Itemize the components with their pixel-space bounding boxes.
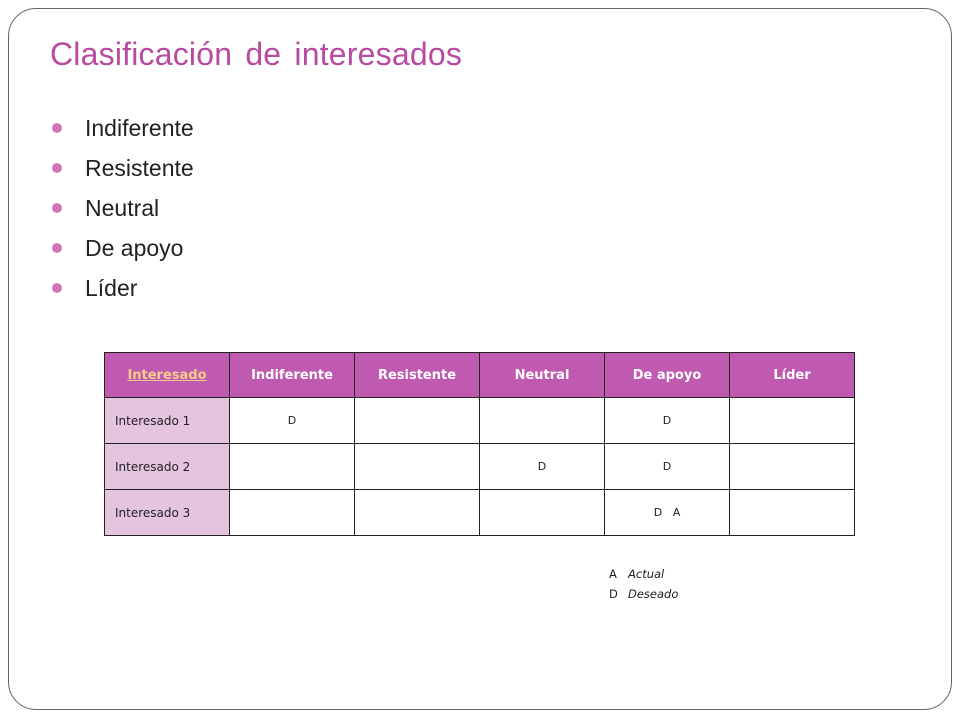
table-cell: D (480, 444, 605, 490)
bullet-dot-icon (52, 123, 62, 133)
table-row (105, 490, 855, 536)
bullet-text: Neutral (85, 195, 160, 221)
row-label: Interesado 3 (105, 490, 230, 536)
table-cell (230, 444, 355, 490)
column-header: Interesado (105, 353, 230, 398)
column-header: Neutral (480, 353, 605, 398)
column-header: Líder (730, 353, 855, 398)
bullet-text: Resistente (85, 155, 194, 181)
bullet-item (52, 108, 194, 148)
bullet-dot-icon (52, 203, 62, 213)
row-label: Interesado 1 (105, 398, 230, 444)
table-cell (355, 398, 480, 444)
table-row (105, 398, 855, 444)
table-cell (730, 490, 855, 536)
bullet-item (52, 148, 194, 188)
table-cell: D (230, 398, 355, 444)
bullet-dot-icon (52, 243, 62, 253)
column-header: Indiferente (230, 353, 355, 398)
table-cell (230, 490, 355, 536)
legend-key: D (609, 587, 618, 601)
legend (609, 564, 678, 604)
legend-item (609, 584, 678, 604)
bullet-item (52, 228, 194, 268)
row-label: Interesado 2 (105, 444, 230, 490)
slide-title: Clasificación de interesados (50, 36, 463, 72)
table-cell: D (605, 398, 730, 444)
legend-description: Actual (628, 567, 665, 581)
table-cell (355, 444, 480, 490)
stakeholder-table (104, 352, 855, 536)
table-row (105, 444, 855, 490)
legend-description: Deseado (628, 587, 679, 601)
bullet-text: Indiferente (85, 115, 194, 141)
bullet-text: Líder (85, 275, 138, 301)
bullet-dot-icon (52, 163, 62, 173)
legend-item (609, 564, 678, 584)
column-header: De apoyo (605, 353, 730, 398)
legend-key: A (609, 567, 617, 581)
table-cell (730, 444, 855, 490)
bullet-item (52, 268, 194, 308)
table-cell (730, 398, 855, 444)
column-header: Resistente (355, 353, 480, 398)
table-cell: D A (605, 490, 730, 536)
table-cell: D (605, 444, 730, 490)
bullet-list (52, 108, 194, 308)
table-cell (480, 398, 605, 444)
bullet-text: De apoyo (85, 235, 184, 261)
table-cell (480, 490, 605, 536)
bullet-item (52, 188, 194, 228)
table-cell (355, 490, 480, 536)
table-header-row (105, 353, 855, 398)
bullet-dot-icon (52, 283, 62, 293)
